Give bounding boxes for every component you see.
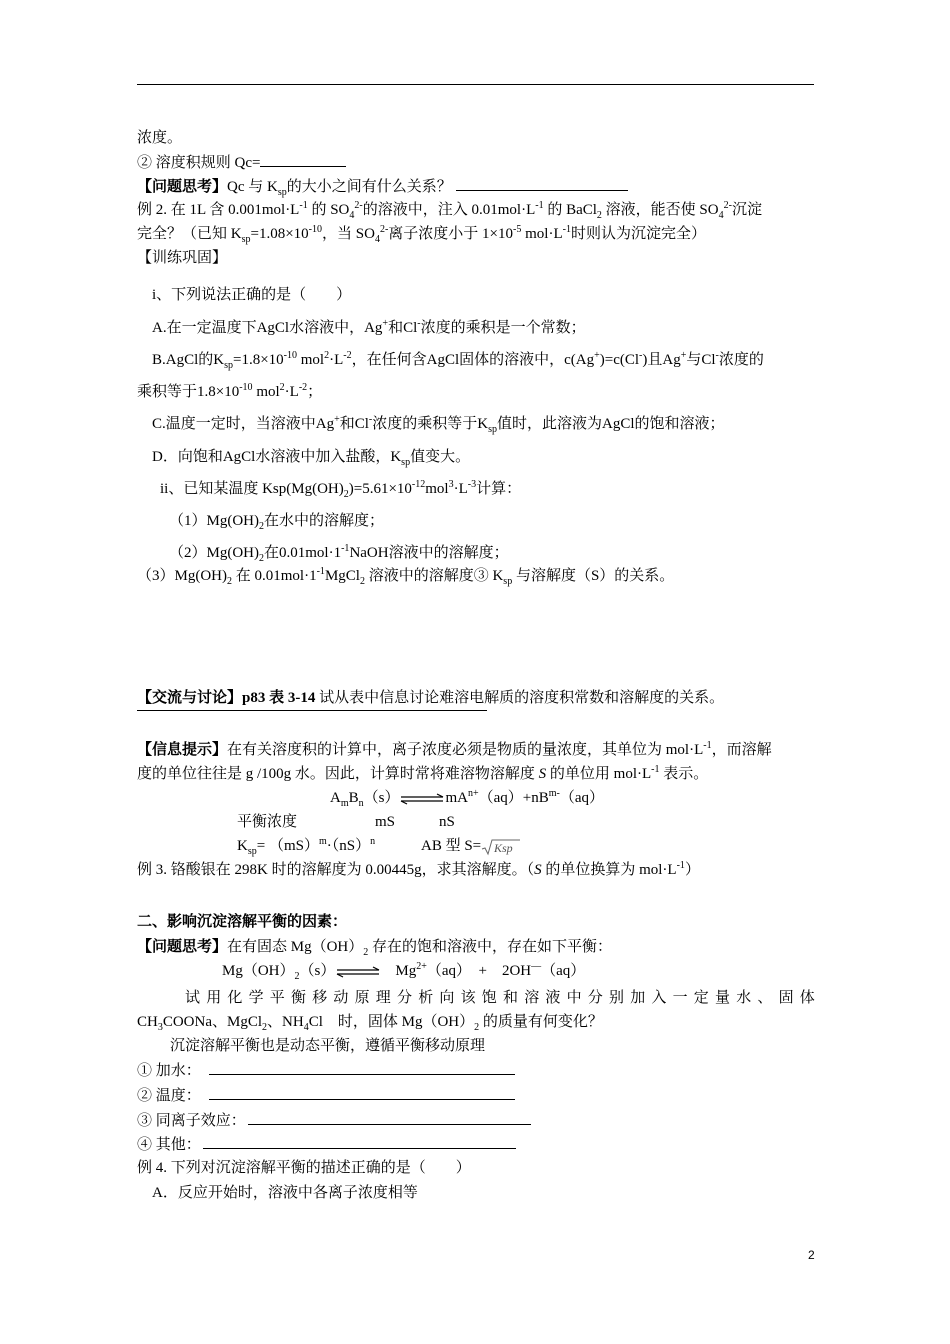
- equilibrium-arrow-icon: [335, 966, 381, 978]
- text-line: nS: [439, 814, 455, 830]
- equilibrium-equation: $A_mB_n(s)$ $mA^{n+}(aq)+nB^{m-}(aq)$: [330, 788, 605, 809]
- page-number: 2: [808, 1248, 815, 1262]
- answer-blank: [248, 1110, 531, 1125]
- answer-blank: [209, 1085, 515, 1100]
- text-line: 度的单位往往是 g /100g 水。因此，计算时常将难溶物溶解度 S 的单位用 $mol\cdot L^{-1}$ 表示。: [137, 764, 709, 782]
- text-line: 浓度。: [137, 130, 183, 146]
- underline: [137, 710, 487, 711]
- factor-temperature: ② 温度：: [137, 1085, 515, 1106]
- text-line: 沉淀溶解平衡也是动态平衡，遵循平衡移动原理: [170, 1038, 486, 1054]
- text-line: 【问题思考】在有固态 $Mg(OH)_2$ 存在的饱和溶液中，存在如下平衡：: [137, 939, 613, 958]
- factor-common-ion: ③ 同离子效应：: [137, 1110, 531, 1131]
- text-line: 乘积等于$1.8\times 10^{-10}$ $mol^2\cdot L^{-2}$；: [137, 382, 323, 400]
- section-heading: 【训练巩固】: [137, 250, 228, 266]
- header-rule: [137, 84, 814, 85]
- ab-formula: AB 型 S= Ksp: [421, 836, 521, 856]
- answer-blank: [456, 176, 628, 191]
- text-line: mS: [375, 814, 396, 830]
- sub-question-2: $(2)Mg(OH)_2$在$0.01mol\cdot 1^{-1}NaOH$溶液中的溶解度；: [169, 543, 509, 564]
- factor-other: ④ 其他：: [137, 1134, 516, 1155]
- sub-question-3: $(3)Mg(OH)_2$ 在 $0.01mol\cdot 1^{-1}MgCl_2$ 溶液中的溶解度③ $K_{sp}$ 与溶解度（S）的关系。: [137, 566, 675, 587]
- info-tip: 【信息提示】在有关溶度积的计算中，离子浓度必须是物质的量浓度，其单位为 $mol\cdot L^{-1}$，而溶解: [137, 740, 772, 758]
- text-line: 【问题思考】Qc 与 $K_{sp}$的大小之间有什么关系？: [137, 176, 628, 197]
- option-d: D．向饱和AgCl水溶液中加入盐酸，$K_{sp}$值变大。: [152, 449, 471, 468]
- example-2: 例 2. 在 1L 含 $0.001mol\cdot L^{-1}$ 的 $SO_4^{2-}$的溶液中，注入 $0.01mol\cdot L^{-1}$ 的 BaCl$_2$ 溶液，能否使 $SO_4^{2-}$沉淀: [137, 200, 762, 221]
- ksp-expression: $K_{sp}= (mS)^m\cdot(nS)^n$: [237, 836, 376, 857]
- text-line: ② 溶度积规则 Qc=: [137, 152, 346, 173]
- option-b: B.AgCl的$K_{sp}=1.8\times 10^{-10}$ $mol^2\cdot L^{-2}$，在任何含AgCl固体的溶液中，c(Ag+)=c(Cl-)且Ag+与Cl-浓度的: [152, 350, 764, 371]
- discussion-heading: 【交流与讨论】p83 表 3-14 试从表中信息讨论难溶电解质的溶度积常数和溶解度的关系。: [137, 690, 725, 706]
- question-ii: ii、已知某温度 $Ksp(Mg(OH)_2)=5.61\times 10^{-12}mol^3\cdot L^{-3}$计算：: [160, 479, 522, 500]
- option-a: A.在一定温度下AgCl水溶液中，Ag+和Cl-浓度的乘积是一个常数；: [152, 318, 586, 336]
- answer-blank: [260, 152, 346, 167]
- text-line: $CH_3COONa$、MgCl$_2$、$NH_4Cl$ 时，固体 $Mg(OH)_2$ 的质量有何变化？: [137, 1014, 603, 1033]
- section-two-heading: 二、影响沉淀溶解平衡的因素：: [137, 914, 348, 930]
- text-line: 试用化学平衡移动原理分析向该饱和溶液中分别加入一定量水、固体: [185, 990, 822, 1006]
- example-4: 例 4. 下列对沉淀溶解平衡的描述正确的是（ ）: [137, 1160, 471, 1176]
- svg-text:Ksp: Ksp: [494, 840, 513, 855]
- option-a: A．反应开始时，溶液中各离子浓度相等: [152, 1185, 418, 1201]
- text-line: 平衡浓度: [237, 814, 298, 830]
- equilibrium-arrow-icon: [399, 793, 445, 805]
- option-c: C.温度一定时，当溶液中Ag+和Cl-浓度的乘积等于$K_{sp}$值时，此溶液为AgCl的饱和溶液；: [152, 414, 725, 435]
- example-3: 例 3. 铬酸银在 298K 时的溶解度为 0.00445g，求其溶解度。（S 的单位换算为 $mol\cdot L^{-1}$）: [137, 860, 700, 878]
- question-i: i、下列说法正确的是（ ）: [152, 287, 352, 303]
- factor-water: ① 加水：: [137, 1060, 515, 1081]
- answer-blank: [209, 1060, 515, 1075]
- answer-blank: [203, 1134, 516, 1149]
- square-root-icon: [481, 838, 521, 856]
- equilibrium-equation: $Mg(OH)_2(s)$ $Mg^{2+}(aq)$ + 2OH—（aq）: [222, 961, 586, 982]
- text-line: 完全？（已知 $K_{sp}=1.08\times 10^{-10}$，当 $SO_4^{2-}$离子浓度小于 $1\times 10^{-5}$ $mol\cdot L^{-1}$时则认为沉淀完全）: [137, 224, 706, 245]
- sub-question-1: $(1)Mg(OH)_2$在水中的溶解度；: [169, 513, 385, 532]
